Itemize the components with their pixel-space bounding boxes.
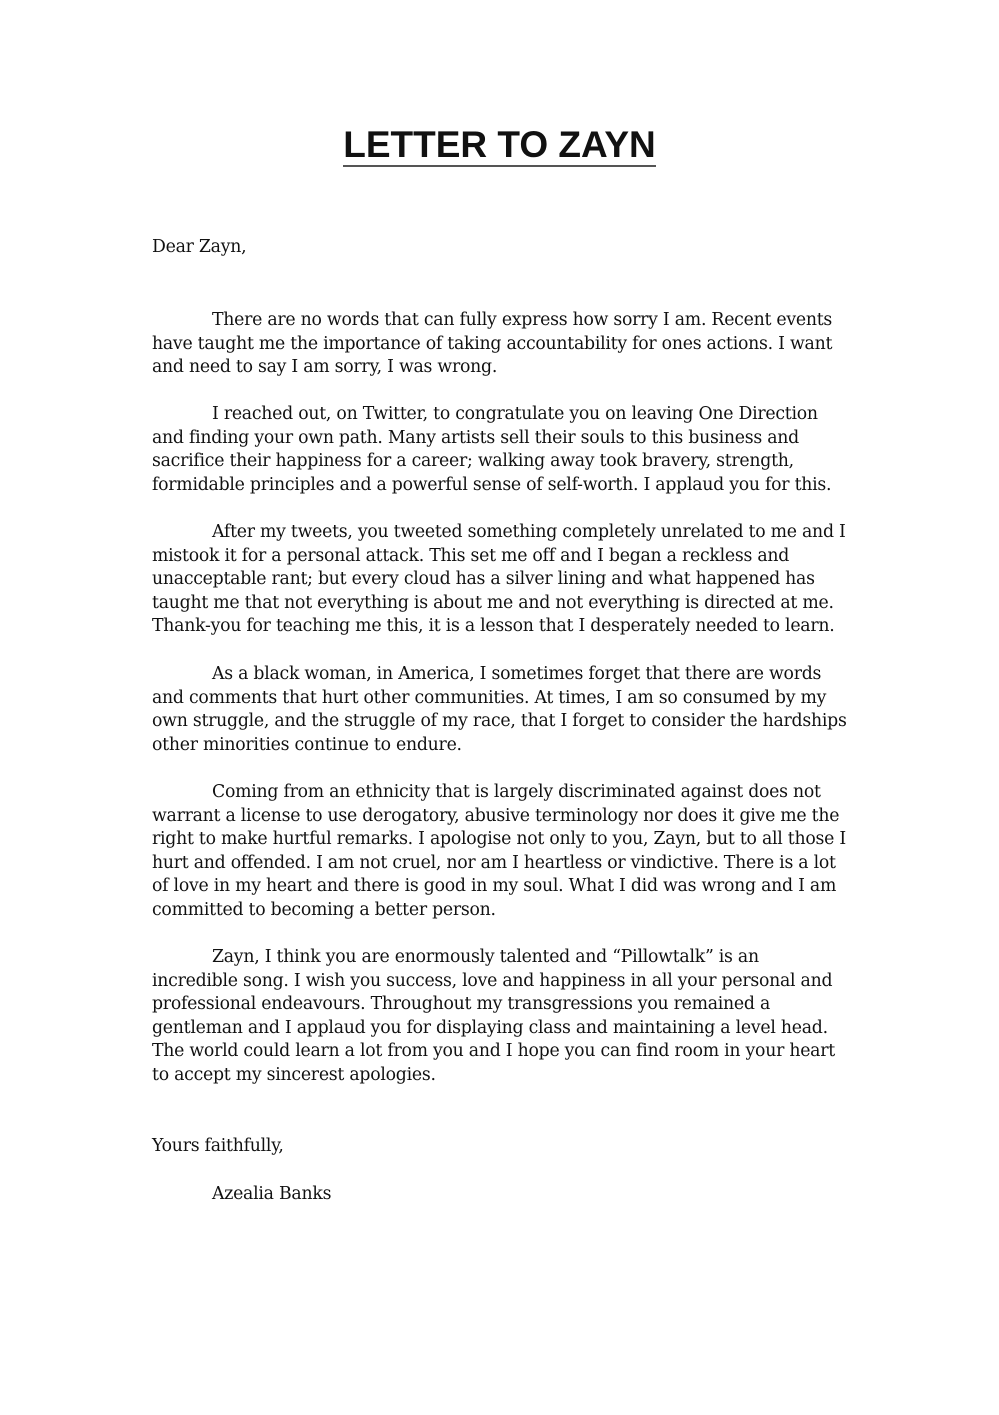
paragraph-line: formidable principles and a powerful sense of self-worth. I applaud you for this.: [152, 474, 832, 495]
paragraph-line: mistook it for a personal attack. This set me off and I began a reckless and: [152, 545, 790, 566]
paragraph-line: After my tweets, you tweeted something completely unrelated to me and I: [212, 522, 846, 542]
paragraph-line: As a black woman, in America, I sometimes forget that there are words: [212, 664, 822, 684]
paragraph-line: Zayn, I think you are enormously talented and “Pillowtalk” is an: [212, 947, 759, 967]
letter-title: [0, 122, 999, 168]
paragraph-line: own struggle, and the struggle of my race, that I forget to consider the hardships: [152, 711, 847, 732]
paragraph-6: [152, 946, 835, 1088]
paragraph-line: I reached out, on Twitter, to congratulate you on leaving One Direction: [212, 404, 818, 424]
paragraph-line: committed to becoming a better person.: [152, 899, 496, 920]
paragraph-line: taught me that not everything is about me and not everything is directed at me.: [152, 592, 834, 613]
paragraph-line: warrant a license to use derogatory, abusive terminology nor does it give me the: [152, 805, 840, 826]
salutation: Dear Zayn,: [152, 237, 247, 257]
paragraph-line: other minorities continue to endure.: [152, 734, 462, 755]
paragraph-line: and need to say I am sorry, I was wrong.: [152, 357, 498, 378]
paragraph-line: incredible song. I wish you success, love and happiness in all your personal and: [152, 970, 833, 991]
paragraph-line: and finding your own path. Many artists sell their souls to this business and: [152, 427, 799, 448]
paragraph-4: [152, 663, 847, 757]
paragraph-line: There are no words that can fully express how sorry I am. Recent events: [212, 310, 833, 330]
paragraph-line: have taught me the importance of taking accountability for ones actions. I want: [152, 333, 833, 354]
letter-title-text: LETTER TO ZAYN: [343, 124, 656, 165]
paragraph-5: [152, 781, 846, 923]
paragraph-line: right to make hurtful remarks. I apologise not only to you, Zayn, but to all those I: [152, 829, 846, 850]
paragraph-line: to accept my sincerest apologies.: [152, 1064, 436, 1085]
paragraph-3: [152, 521, 846, 639]
paragraph-line: of love in my heart and there is good in my soul. What I did was wrong and I am: [152, 876, 837, 897]
closing: Yours faithfully,: [152, 1136, 284, 1156]
paragraph-line: The world could learn a lot from you and I hope you can find room in your heart: [152, 1041, 835, 1062]
signature-name: Azealia Banks: [212, 1184, 332, 1204]
paragraph-1: [152, 309, 832, 380]
paragraph-2: [152, 403, 831, 497]
paragraph-line: unacceptable rant; but every cloud has a silver lining and what happened has: [152, 569, 815, 590]
paragraph-line: sacrifice their happiness for a career; walking away took bravery, strength,: [152, 451, 794, 472]
paragraph-line: gentleman and I applaud you for displaying class and maintaining a level head.: [152, 1017, 828, 1038]
paragraph-line: hurt and offended. I am not cruel, nor am I heartless or vindictive. There is a lot: [152, 852, 836, 873]
paragraph-line: Coming from an ethnicity that is largely discriminated against does not: [212, 782, 821, 802]
paragraph-line: professional endeavours. Throughout my transgressions you remained a: [152, 994, 771, 1015]
paragraph-line: and comments that hurt other communities. At times, I am so consumed by my: [152, 687, 827, 708]
paragraph-line: Thank-you for teaching me this, it is a lesson that I desperately needed to learn.: [152, 616, 835, 637]
